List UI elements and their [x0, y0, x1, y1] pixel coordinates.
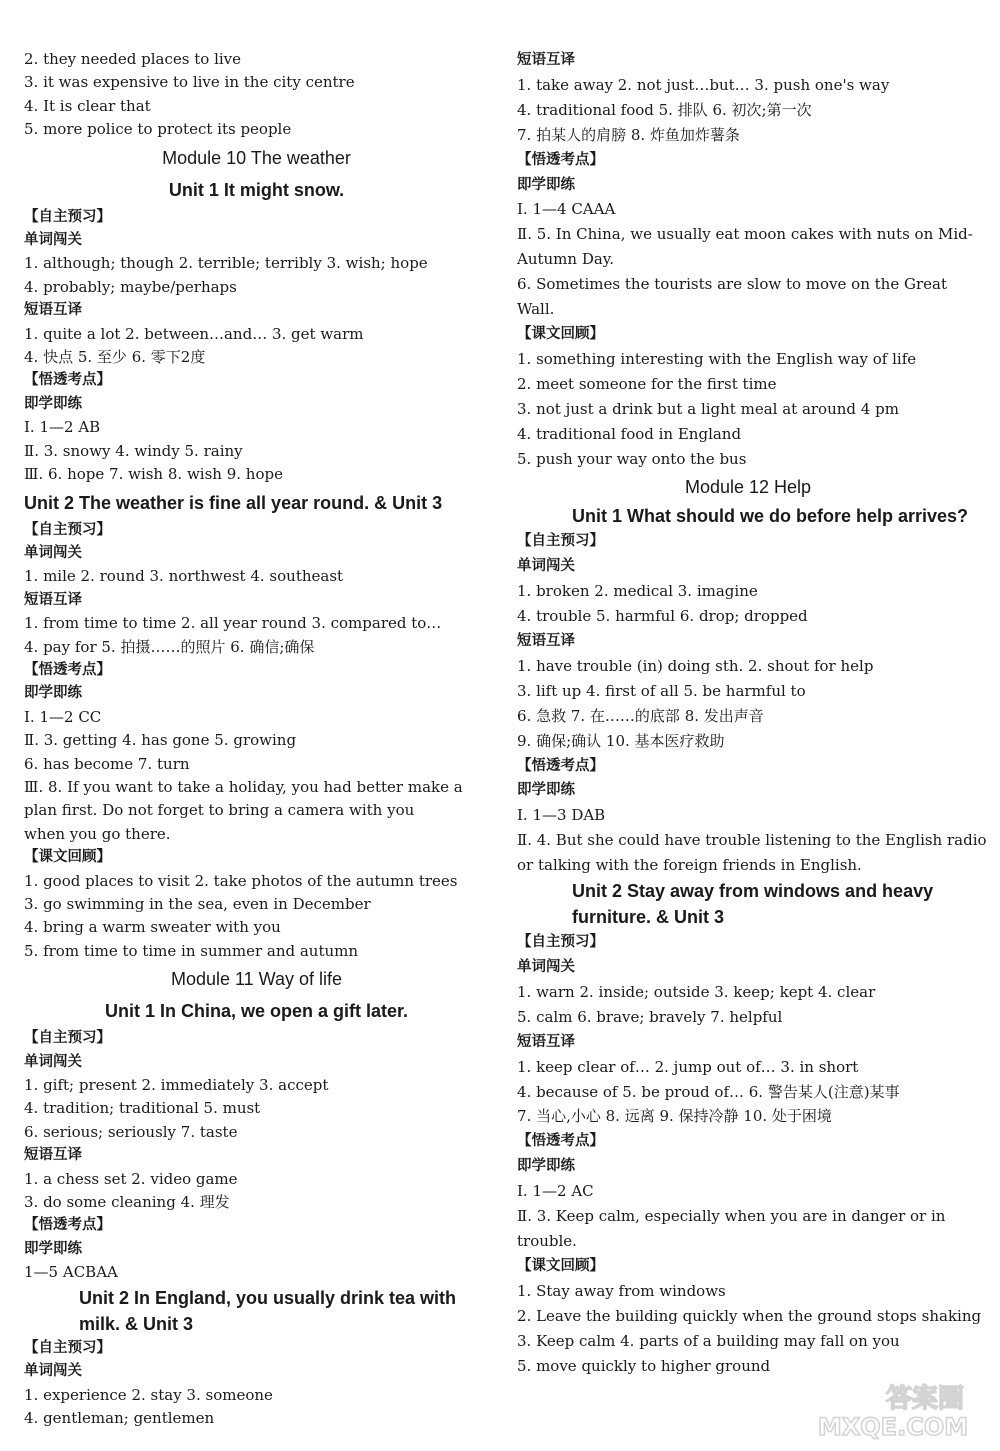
- answer-line: 2. Leave the building quickly when the ground stops shaking: [517, 1306, 982, 1325]
- section-heading: 短语互译: [24, 302, 82, 319]
- unit-title: Unit 1 In China, we open a gift later.: [104, 1001, 409, 1022]
- answer-line: 4. because of 5. be proud of… 6. 警告某人(注意)某事: [517, 1082, 900, 1101]
- answer-line: 6. Sometimes the tourists are slow to move on the Great: [517, 275, 947, 294]
- answer-line: Wall.: [517, 300, 555, 319]
- answer-line: 3. go swimming in the sea, even in December: [24, 895, 371, 913]
- answer-line: 5. from time to time in summer and autumn: [24, 941, 359, 960]
- answer-line: 1—5 ACBAA: [24, 1263, 118, 1282]
- section-heading: 【自主预习】: [24, 208, 111, 225]
- answer-line: Ⅱ. 3. Keep calm, especially when you are in danger or in: [517, 1207, 946, 1226]
- answer-line: when you go there.: [24, 824, 171, 843]
- answer-line: Ⅰ. 1—2 AB: [24, 418, 101, 437]
- section-heading: 【自主预习】: [517, 934, 604, 951]
- section-heading: 短语互译: [517, 1033, 575, 1050]
- answer-line: 6. 急救 7. 在……的底部 8. 发出声音: [517, 706, 764, 725]
- answer-line: 4. tradition; traditional 5. must: [24, 1099, 261, 1118]
- module-title: Module 12 Help: [684, 477, 812, 498]
- answer-line: 7. 当心,小心 8. 远离 9. 保持冷静 10. 处于困境: [517, 1107, 832, 1126]
- section-heading: 【悟透考点】: [517, 1133, 604, 1150]
- answer-line: Ⅰ. 1—2 AC: [517, 1182, 594, 1201]
- module-title: Module 11 Way of life: [170, 969, 343, 990]
- watermark-logo: [805, 1379, 980, 1441]
- answer-line: 1. although; though 2. terrible; terribly 3. wish; hope: [24, 254, 428, 273]
- answer-line: 1. keep clear of… 2. jump out of… 3. in short: [517, 1057, 859, 1076]
- unit-title: Unit 2 Stay away from windows and heavy furniture. & Unit 3: [572, 881, 934, 928]
- section-heading: 【自主预习】: [24, 521, 111, 538]
- answer-line: 4. traditional food 5. 排队 6. 初次;第一次: [517, 100, 812, 119]
- section-heading: 单词闯关: [24, 1363, 82, 1380]
- answer-line: 4. probably; maybe/perhaps: [24, 277, 237, 296]
- section-heading: 【课文回顾】: [517, 325, 604, 342]
- answer-line: 1. gift; present 2. immediately 3. accept: [24, 1076, 329, 1095]
- answer-line: Ⅰ. 1—4 CAAA: [517, 200, 616, 219]
- answer-line: 3. it was expensive to live in the city centre: [24, 73, 355, 92]
- answer-line: 1. take away 2. not just…but… 3. push one's way: [517, 75, 890, 94]
- answer-line: 1. mile 2. round 3. northwest 4. southeast: [24, 567, 344, 586]
- answer-line: 1. Stay away from windows: [517, 1281, 726, 1300]
- unit-title: Unit 1 What should we do before help arrives?: [572, 506, 969, 527]
- module-title: Module 10 The weather: [162, 147, 351, 168]
- answer-line: 6. has become 7. turn: [24, 754, 190, 773]
- section-heading: 即学即练: [517, 176, 575, 193]
- answer-line: 2. they needed places to live: [24, 50, 242, 68]
- answer-line: 4. It is clear that: [24, 96, 151, 115]
- answer-line: Autumn Day.: [517, 250, 615, 269]
- answer-line: 5. push your way onto the bus: [517, 449, 747, 468]
- answer-line: 1. something interesting with the English way of life: [517, 349, 917, 368]
- section-heading: 【课文回顾】: [517, 1257, 604, 1274]
- section-heading: 【悟透考点】: [24, 372, 111, 389]
- section-heading: 单词闯关: [24, 544, 82, 561]
- answer-line: 2. meet someone for the first time: [517, 374, 777, 393]
- answer-line: Ⅰ. 1—3 DAB: [517, 806, 606, 825]
- section-heading: 短语互译: [24, 591, 82, 608]
- unit-title: Unit 2 The weather is fine all year round. & Unit 3: [24, 492, 443, 513]
- answer-line: trouble.: [517, 1231, 577, 1250]
- answer-line: 1. warn 2. inside; outside 3. keep; kept 4. clear: [517, 982, 876, 1001]
- answer-line: 1. good places to visit 2. take photos of the autumn trees: [24, 871, 458, 890]
- answer-line: 4. 快点 5. 至少 6. 零下2度: [24, 348, 206, 367]
- answer-line: 7. 拍某人的肩膀 8. 炸鱼加炸薯条: [517, 125, 740, 144]
- answer-line: 1. quite a lot 2. between…and… 3. get warm: [24, 324, 364, 343]
- answer-line: 4. gentleman; gentlemen: [24, 1408, 215, 1427]
- section-heading: 【自主预习】: [24, 1030, 111, 1047]
- section-heading: 单词闯关: [24, 232, 82, 249]
- section-heading: 短语互译: [24, 1147, 82, 1164]
- answer-line: Ⅱ. 3. snowy 4. windy 5. rainy: [24, 441, 243, 460]
- section-heading: 单词闯关: [24, 1053, 82, 1070]
- answer-line: Ⅲ. 8. If you want to take a holiday, you had better make a: [24, 777, 463, 796]
- answer-line: plan first. Do not forget to bring a camera with you: [24, 801, 415, 820]
- answer-line: 5. more police to protect its people: [24, 120, 292, 139]
- section-heading: 【悟透考点】: [517, 757, 604, 774]
- right-column: [517, 48, 987, 1378]
- section-heading: 【自主预习】: [24, 1339, 111, 1356]
- answer-line: 3. not just a drink but a light meal at around 4 pm: [517, 399, 899, 418]
- answer-line: Ⅲ. 6. hope 7. wish 8. wish 9. hope: [24, 465, 283, 484]
- section-heading: 短语互译: [517, 633, 575, 650]
- watermark-bottom-text: MXQE.COM: [817, 1413, 969, 1441]
- section-heading: 即学即练: [24, 395, 82, 412]
- answer-line: Ⅰ. 1—2 CC: [24, 707, 102, 726]
- answer-line: 1. have trouble (in) doing sth. 2. shout for help: [517, 656, 874, 675]
- answer-line: 5. calm 6. brave; bravely 7. helpful: [517, 1007, 783, 1026]
- answer-line: 6. serious; seriously 7. taste: [24, 1122, 238, 1141]
- answer-line: Ⅱ. 4. But she could have trouble listening to the English radio: [517, 831, 987, 850]
- section-heading: 【悟透考点】: [24, 1217, 111, 1234]
- answer-line: 4. bring a warm sweater with you: [24, 918, 281, 937]
- answer-line: 9. 确保;确认 10. 基本医疗救助: [517, 731, 725, 750]
- answer-line: 4. traditional food in England: [517, 424, 742, 443]
- answer-line: 1. from time to time 2. all year round 3. compared to…: [24, 614, 442, 633]
- section-heading: 【自主预习】: [517, 533, 604, 550]
- section-heading: 【课文回顾】: [24, 849, 111, 866]
- section-heading: 单词闯关: [517, 959, 575, 975]
- answer-line: 3. Keep calm 4. parts of a building may fall on you: [517, 1331, 900, 1350]
- section-heading: 即学即练: [517, 1158, 575, 1175]
- answer-line: 1. experience 2. stay 3. someone: [24, 1385, 273, 1404]
- section-heading: 即学即练: [24, 685, 82, 702]
- answer-line: 1. a chess set 2. video game: [24, 1169, 238, 1188]
- answer-line: 1. broken 2. medical 3. imagine: [517, 582, 758, 601]
- answer-line: 5. move quickly to higher ground: [517, 1356, 771, 1375]
- section-heading: 即学即练: [24, 1240, 82, 1257]
- section-heading: 即学即练: [517, 782, 575, 799]
- watermark-top-text: 答案圈: [885, 1384, 965, 1414]
- section-heading: 【悟透考点】: [517, 151, 604, 168]
- section-heading: 【悟透考点】: [24, 661, 111, 678]
- left-column: [24, 48, 489, 1430]
- answer-line: 4. trouble 5. harmful 6. drop; dropped: [517, 607, 808, 626]
- answer-line: 3. do some cleaning 4. 理发: [24, 1193, 230, 1212]
- answer-line: 4. pay for 5. 拍摄……的照片 6. 确信;确保: [24, 637, 315, 656]
- answer-line: or talking with the foreign friends in English.: [517, 856, 862, 875]
- answer-line: Ⅱ. 3. getting 4. has gone 5. growing: [24, 731, 297, 750]
- answer-line: 3. lift up 4. first of all 5. be harmful to: [517, 681, 806, 700]
- unit-title: Unit 2 In England, you usually drink tea with milk. & Unit 3: [79, 1287, 457, 1334]
- answer-line: Ⅱ. 5. In China, we usually eat moon cakes with nuts on Mid-: [517, 225, 973, 244]
- section-heading: 短语互译: [517, 52, 575, 68]
- unit-title: Unit 1 It might snow.: [168, 179, 345, 200]
- section-heading: 单词闯关: [517, 558, 575, 575]
